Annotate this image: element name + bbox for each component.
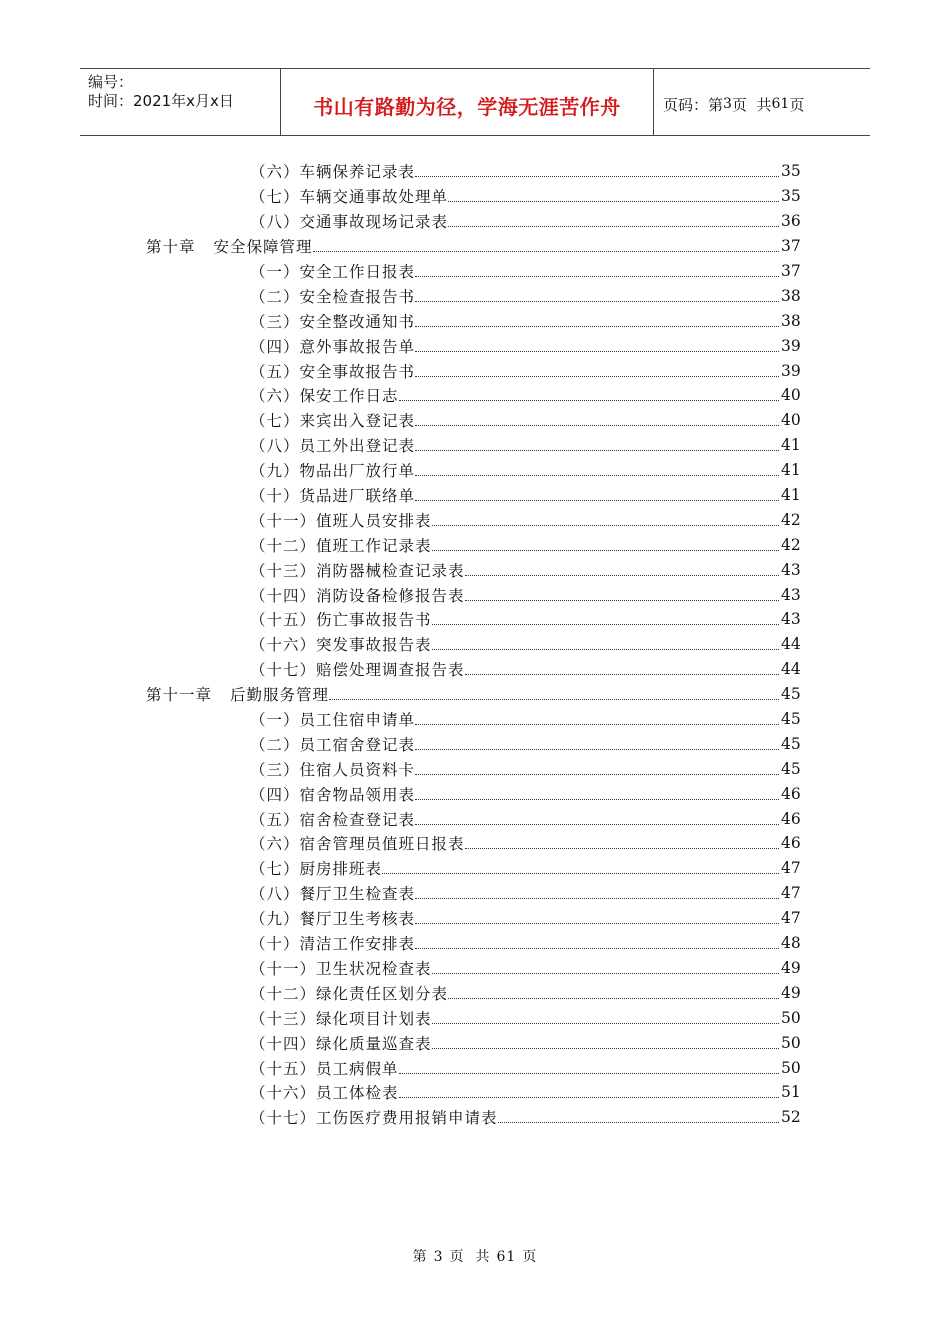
toc-dot-leader bbox=[415, 711, 779, 727]
number-label: 编号： bbox=[88, 73, 134, 91]
toc-page-number: 38 bbox=[781, 286, 801, 305]
toc-entry-title: （十五）员工病假单 bbox=[250, 1059, 399, 1078]
toc-dot-leader bbox=[415, 487, 779, 503]
toc-dot-leader bbox=[432, 1035, 779, 1051]
toc-page-number: 44 bbox=[781, 635, 801, 654]
toc-entry-title: （二）员工宿舍登记表 bbox=[250, 735, 416, 754]
toc-entry-title: （五）安全事故报告书 bbox=[250, 362, 416, 381]
toc-entry-title: （八）交通事故现场记录表 bbox=[250, 213, 449, 232]
toc-entry-row[interactable] bbox=[0, 731, 950, 756]
toc-entry-row[interactable] bbox=[0, 333, 950, 358]
toc-entry-row[interactable] bbox=[0, 806, 950, 831]
toc-dot-leader bbox=[415, 811, 779, 827]
toc-dot-leader bbox=[465, 835, 779, 851]
toc-page-number: 41 bbox=[781, 436, 801, 455]
toc-page-number: 36 bbox=[781, 212, 801, 231]
toc-entry-row[interactable] bbox=[0, 881, 950, 906]
toc-page-number: 46 bbox=[781, 834, 801, 853]
toc-entry-title: （二）安全检查报告书 bbox=[250, 287, 416, 306]
toc-entry-title: （四）意外事故报告单 bbox=[250, 337, 416, 356]
toc-dot-leader bbox=[448, 188, 779, 204]
header-page-suffix: 页 bbox=[789, 95, 805, 114]
toc-entry-row[interactable] bbox=[0, 159, 950, 184]
toc-page-number: 42 bbox=[781, 510, 801, 529]
header-page-current: 3 bbox=[723, 96, 732, 112]
toc-page-number: 37 bbox=[781, 237, 801, 256]
toc-entry-title: （七）车辆交通事故处理单 bbox=[250, 188, 449, 207]
toc-entry-row[interactable] bbox=[0, 582, 950, 607]
toc-entry-title: （五）宿舍检查登记表 bbox=[250, 810, 416, 829]
toc-dot-leader bbox=[415, 786, 779, 802]
toc-dot-leader bbox=[415, 412, 779, 428]
footer-prefix: 第 bbox=[412, 1249, 428, 1265]
toc-page-number: 40 bbox=[781, 386, 801, 405]
footer-total: 61 bbox=[496, 1249, 517, 1265]
toc-page-number: 49 bbox=[781, 983, 801, 1002]
toc-entry-row[interactable] bbox=[0, 856, 950, 881]
toc-entry-row[interactable] bbox=[0, 956, 950, 981]
toc-dot-leader bbox=[465, 587, 779, 603]
header-motto: 书山有路勤为径，学海无涯苦作舟 bbox=[313, 94, 621, 119]
header-meta bbox=[80, 69, 281, 135]
footer-suffix: 页 bbox=[522, 1249, 538, 1265]
header-page-mid: 页 共 bbox=[731, 95, 772, 114]
toc-dot-leader bbox=[415, 363, 779, 379]
toc-entry-title: （十二）绿化责任区划分表 bbox=[250, 984, 449, 1003]
toc-entry-title: （三）住宿人员资料卡 bbox=[250, 760, 416, 779]
toc-page-number: 37 bbox=[781, 262, 801, 280]
toc-dot-leader bbox=[415, 313, 779, 329]
toc-chapter-row[interactable] bbox=[0, 234, 950, 259]
toc-entry-title: （十五）伤亡事故报告书 bbox=[250, 611, 432, 630]
toc-entry-row[interactable] bbox=[0, 308, 950, 333]
toc-dot-leader bbox=[448, 213, 779, 229]
toc-chapter-number: 第十章 bbox=[146, 238, 196, 257]
toc-dot-leader bbox=[415, 288, 779, 304]
toc-entry-title: （八）餐厅卫生检查表 bbox=[250, 885, 416, 904]
toc-entry-title: （六）保安工作日志 bbox=[250, 387, 399, 406]
toc-entry-title: （一）安全工作日报表 bbox=[250, 263, 416, 281]
toc-page-number: 43 bbox=[781, 585, 801, 604]
header-page-total: 61 bbox=[771, 96, 790, 112]
toc-dot-leader bbox=[498, 1109, 779, 1125]
footer-mid: 页 共 bbox=[449, 1249, 491, 1265]
toc-page-number: 39 bbox=[781, 336, 801, 355]
toc-entry-row[interactable] bbox=[0, 433, 950, 458]
toc-entry-title: （七）厨房排班表 bbox=[250, 860, 383, 879]
toc-dot-leader bbox=[399, 387, 779, 403]
header-page-info bbox=[654, 69, 870, 135]
toc-page-number: 35 bbox=[781, 187, 801, 206]
toc-entry-title: （七）来宾出入登记表 bbox=[250, 412, 416, 431]
toc-entry-title: （十三）消防器械检查记录表 bbox=[250, 561, 465, 580]
toc-chapter-number: 第十一章 bbox=[146, 686, 213, 705]
toc-entry-row[interactable] bbox=[0, 931, 950, 956]
toc-entry-title: （十一）卫生状况检查表 bbox=[250, 959, 432, 978]
toc-entry-title: （四）宿舍物品领用表 bbox=[250, 785, 416, 804]
toc-entry-title: （十一）值班人员安排表 bbox=[250, 511, 432, 530]
time-label: 时间：2021年x月x日 bbox=[88, 92, 234, 110]
toc-entry-title: （十）清洁工作安排表 bbox=[250, 935, 416, 954]
page-header bbox=[80, 68, 870, 136]
toc-entry-title: （十七）工伤医疗费用报销申请表 bbox=[250, 1109, 498, 1128]
toc-entry-row[interactable] bbox=[0, 283, 950, 308]
toc-dot-leader bbox=[415, 263, 779, 279]
toc-entry-row[interactable] bbox=[0, 408, 950, 433]
toc-dot-leader bbox=[329, 686, 779, 702]
toc-entry-title: （十）货品进厂联络单 bbox=[250, 487, 416, 506]
toc-dot-leader bbox=[415, 163, 779, 179]
toc-page-number: 45 bbox=[781, 734, 801, 753]
toc-entry-title: （十六）突发事故报告表 bbox=[250, 636, 432, 655]
toc-dot-leader bbox=[432, 636, 779, 652]
toc-entry-row[interactable] bbox=[0, 781, 950, 806]
toc-dot-leader bbox=[432, 960, 779, 976]
toc-entry-row[interactable] bbox=[0, 184, 950, 209]
toc-entry-row[interactable] bbox=[0, 657, 950, 682]
toc-entry-row[interactable] bbox=[0, 607, 950, 632]
toc-entry-title: （十四）绿化质量巡查表 bbox=[250, 1034, 432, 1053]
toc-dot-leader bbox=[415, 885, 779, 901]
toc-entry-row[interactable] bbox=[0, 532, 950, 557]
toc-entry-row[interactable] bbox=[0, 1105, 950, 1130]
toc-entry-row[interactable] bbox=[0, 209, 950, 234]
toc-entry-row[interactable] bbox=[0, 906, 950, 931]
toc-dot-leader bbox=[415, 761, 779, 777]
header-motto-cell bbox=[281, 69, 654, 135]
toc-entry-title: （十六）员工体检表 bbox=[250, 1084, 399, 1103]
toc-page-number: 41 bbox=[781, 486, 801, 505]
table-of-contents bbox=[0, 159, 950, 1130]
toc-dot-leader bbox=[399, 1084, 779, 1100]
toc-page-number: 52 bbox=[781, 1108, 801, 1127]
toc-entry-row[interactable] bbox=[0, 980, 950, 1005]
toc-entry-title: （一）员工住宿申请单 bbox=[250, 711, 416, 730]
toc-page-number: 39 bbox=[781, 361, 801, 380]
toc-page-number: 45 bbox=[781, 710, 801, 729]
toc-page-number: 40 bbox=[781, 411, 801, 430]
toc-dot-leader bbox=[382, 860, 779, 876]
toc-entry-title: 后勤服务管理 bbox=[230, 686, 330, 705]
toc-page-number: 35 bbox=[781, 162, 801, 181]
toc-dot-leader bbox=[448, 985, 779, 1001]
toc-entry-title: （十七）赔偿处理调查报告表 bbox=[250, 661, 465, 680]
toc-dot-leader bbox=[415, 736, 779, 752]
toc-dot-leader bbox=[415, 437, 779, 453]
toc-entry-row[interactable] bbox=[0, 831, 950, 856]
toc-page-number: 50 bbox=[781, 1008, 801, 1027]
toc-entry-row[interactable] bbox=[0, 383, 950, 408]
toc-entry-title: （十二）值班工作记录表 bbox=[250, 536, 432, 555]
toc-entry-row[interactable] bbox=[0, 259, 950, 284]
toc-dot-leader bbox=[465, 661, 779, 677]
toc-entry-title: 安全保障管理 bbox=[213, 238, 313, 257]
toc-dot-leader bbox=[399, 1060, 779, 1076]
toc-dot-leader bbox=[415, 462, 779, 478]
toc-page-number: 47 bbox=[781, 859, 801, 878]
header-page-prefix: 页码：第 bbox=[663, 95, 724, 114]
toc-dot-leader bbox=[432, 512, 779, 528]
toc-entry-title: （十三）绿化项目计划表 bbox=[250, 1009, 432, 1028]
toc-page-number: 46 bbox=[781, 784, 801, 803]
toc-page-number: 46 bbox=[781, 809, 801, 828]
toc-entry-title: （三）安全整改通知书 bbox=[250, 312, 416, 331]
toc-entry-title: （九）物品出厂放行单 bbox=[250, 462, 416, 481]
toc-entry-row[interactable] bbox=[0, 1080, 950, 1105]
toc-dot-leader bbox=[415, 935, 779, 951]
toc-dot-leader bbox=[415, 338, 779, 354]
toc-dot-leader bbox=[432, 537, 779, 553]
page-footer bbox=[0, 1246, 950, 1266]
toc-dot-leader bbox=[432, 1010, 779, 1026]
toc-page-number: 51 bbox=[781, 1083, 801, 1102]
toc-page-number: 47 bbox=[781, 884, 801, 903]
toc-page-number: 50 bbox=[781, 1033, 801, 1052]
toc-page-number: 44 bbox=[781, 660, 801, 679]
toc-entry-row[interactable] bbox=[0, 483, 950, 508]
toc-entry-row[interactable] bbox=[0, 707, 950, 732]
toc-entry-row[interactable] bbox=[0, 557, 950, 582]
toc-entry-row[interactable] bbox=[0, 632, 950, 657]
toc-entry-row[interactable] bbox=[0, 458, 950, 483]
toc-page-number: 42 bbox=[781, 535, 801, 554]
toc-page-number: 41 bbox=[781, 461, 801, 480]
toc-entry-row[interactable] bbox=[0, 1055, 950, 1080]
toc-page-number: 45 bbox=[781, 759, 801, 778]
toc-page-number: 49 bbox=[781, 958, 801, 977]
toc-page-number: 48 bbox=[781, 934, 801, 953]
toc-entry-title: （十四）消防设备检修报告表 bbox=[250, 586, 465, 605]
toc-entry-row[interactable] bbox=[0, 1005, 950, 1030]
toc-page-number: 43 bbox=[781, 560, 801, 579]
footer-current: 3 bbox=[433, 1249, 444, 1265]
toc-chapter-row[interactable] bbox=[0, 682, 950, 707]
toc-page-number: 45 bbox=[781, 685, 801, 704]
toc-dot-leader bbox=[432, 611, 779, 627]
toc-page-number: 43 bbox=[781, 610, 801, 629]
toc-page-number: 47 bbox=[781, 909, 801, 928]
toc-dot-leader bbox=[415, 910, 779, 926]
toc-entry-row[interactable] bbox=[0, 756, 950, 781]
toc-entry-row[interactable] bbox=[0, 507, 950, 532]
toc-page-number: 38 bbox=[781, 311, 801, 330]
toc-entry-title: （九）餐厅卫生考核表 bbox=[250, 910, 416, 929]
toc-dot-leader bbox=[465, 562, 779, 578]
toc-entry-row[interactable] bbox=[0, 1030, 950, 1055]
toc-entry-title: （六）车辆保养记录表 bbox=[250, 163, 416, 182]
toc-dot-leader bbox=[313, 238, 779, 254]
toc-entry-title: （八）员工外出登记表 bbox=[250, 437, 416, 456]
toc-entry-row[interactable] bbox=[0, 358, 950, 383]
toc-page-number: 50 bbox=[781, 1058, 801, 1077]
toc-entry-title: （六）宿舍管理员值班日报表 bbox=[250, 835, 465, 854]
